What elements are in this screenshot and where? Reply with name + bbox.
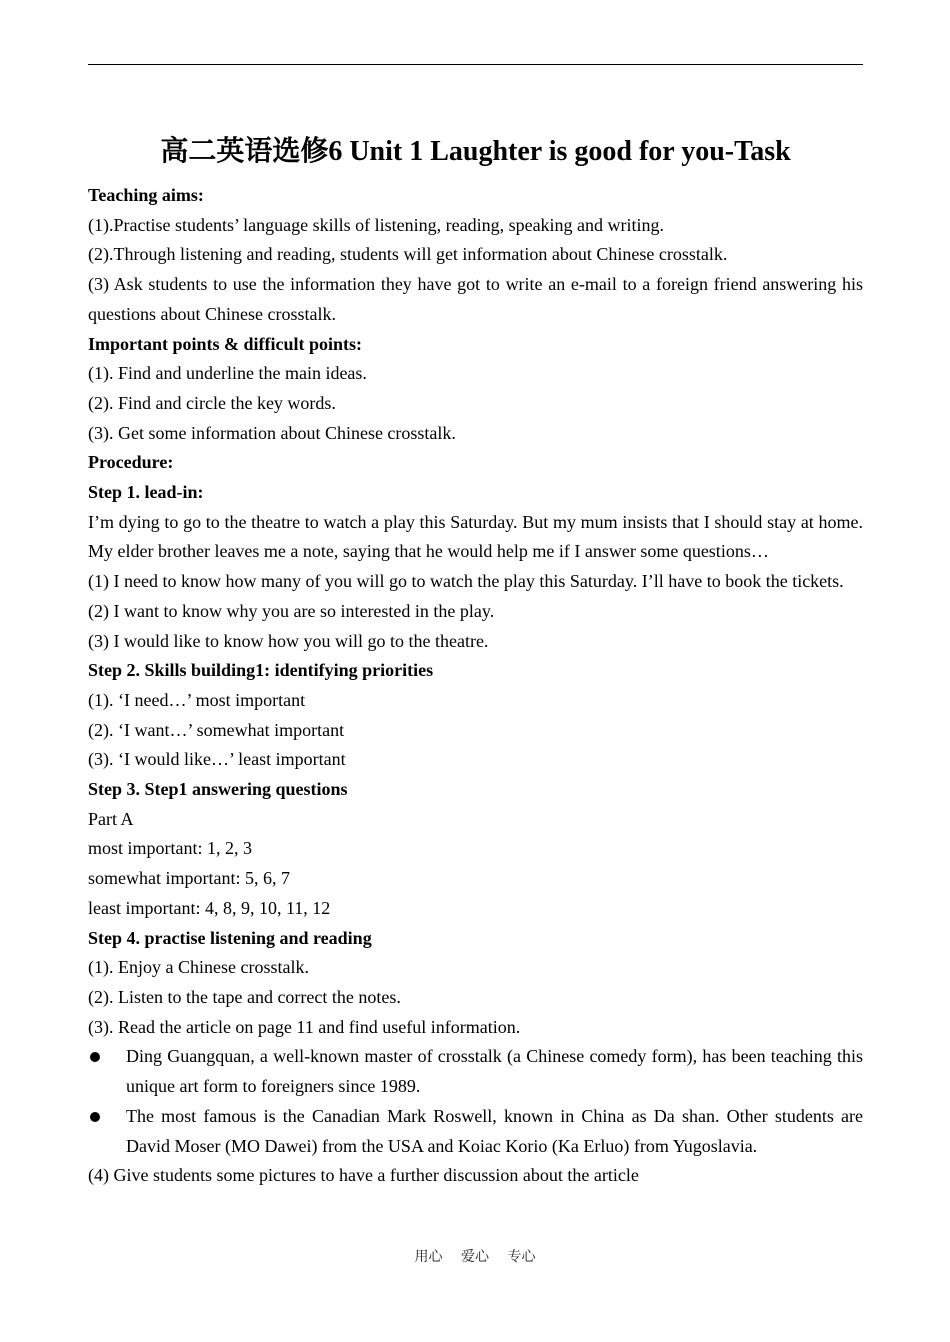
paragraph-line: (1).Practise students’ language skills of listening, reading, speaking and writing. (88, 214, 665, 235)
paragraph-line: (2). ‘I want…’ somewhat important (88, 719, 345, 740)
paragraph-line: (1). Find and underline the main ideas. (88, 363, 367, 384)
heading-step-2: Step 2. Skills building1: identifying priorities (88, 660, 434, 681)
page-title: 高二英语选修6 Unit 1 Laughter is good for you-Task (160, 136, 791, 167)
paragraph-line: (3) Ask students to use the information they have got to write an e-mail to a foreign friend answering his questions about Chinese crosstalk. (88, 274, 863, 324)
heading-teaching-aims: Teaching aims: (88, 185, 204, 205)
bullet-text: Ding Guangquan, a well-known master of crosstalk (a Chinese comedy form), has been teaching this unique art form to foreigners since 1989. (126, 1046, 863, 1097)
heading-step-4: Step 4. practise listening and reading (88, 927, 372, 948)
paragraph-line: (1). Enjoy a Chinese crosstalk. (88, 957, 309, 978)
heading-step-3: Step 3. Step1 answering questions (88, 779, 348, 800)
paragraph-line: (2). Find and circle the key words. (88, 392, 336, 413)
paragraph-line: (1). ‘I need…’ most important (88, 689, 306, 710)
paragraph-line: (1) I need to know how many of you will go to watch the play this Saturday. I’ll have to book the tickets. (88, 571, 844, 592)
document-body (88, 181, 863, 1191)
paragraph-line: (3). Read the article on page 11 and find useful information. (88, 1016, 521, 1037)
paragraph-line: (2). Listen to the tape and correct the notes. (88, 986, 401, 1007)
paragraph-line: (4) Give students some pictures to have a further discussion about the article (88, 1165, 639, 1186)
paragraph-line: most important: 1, 2, 3 (88, 838, 252, 859)
bullet-dot-icon (90, 1112, 100, 1122)
paragraph-line: Part A (88, 808, 134, 829)
heading-step-1: Step 1. lead-in: (88, 482, 204, 503)
bullet-item (88, 1042, 863, 1101)
paragraph-line: (2).Through listening and reading, students will get information about Chinese crosstalk. (88, 244, 728, 265)
paragraph-line: (3) I would like to know how you will go to the theatre. (88, 630, 489, 651)
bullet-dot-icon (90, 1052, 100, 1062)
page-footer: 用心 爱心 专心 (414, 1249, 536, 1265)
bullet-text: The most famous is the Canadian Mark Roswell, known in China as Da shan. Other students are David Moser (MO Dawei) from the USA and Koiac Korio (Ka Erluo) from Yugoslavia. (126, 1105, 863, 1156)
paragraph-line: least important: 4, 8, 9, 10, 11, 12 (88, 897, 331, 918)
paragraph-line: (3). Get some information about Chinese crosstalk. (88, 422, 456, 443)
paragraph-line: I’m dying to go to the theatre to watch a play this Saturday. But my mum insists that I should stay at home. My elder brother leaves me a note, saying that he would help me if I answer some questions… (88, 511, 863, 562)
bullet-item (88, 1102, 863, 1161)
paragraph-line: somewhat important: 5, 6, 7 (88, 868, 290, 889)
paragraph-line: (2) I want to know why you are so interested in the play. (88, 600, 495, 621)
paragraph-line: (3). ‘I would like…’ least important (88, 749, 346, 770)
heading-important-points: Important points & difficult points: (88, 333, 363, 354)
header-rule (88, 64, 863, 65)
heading-procedure: Procedure: (88, 452, 174, 473)
